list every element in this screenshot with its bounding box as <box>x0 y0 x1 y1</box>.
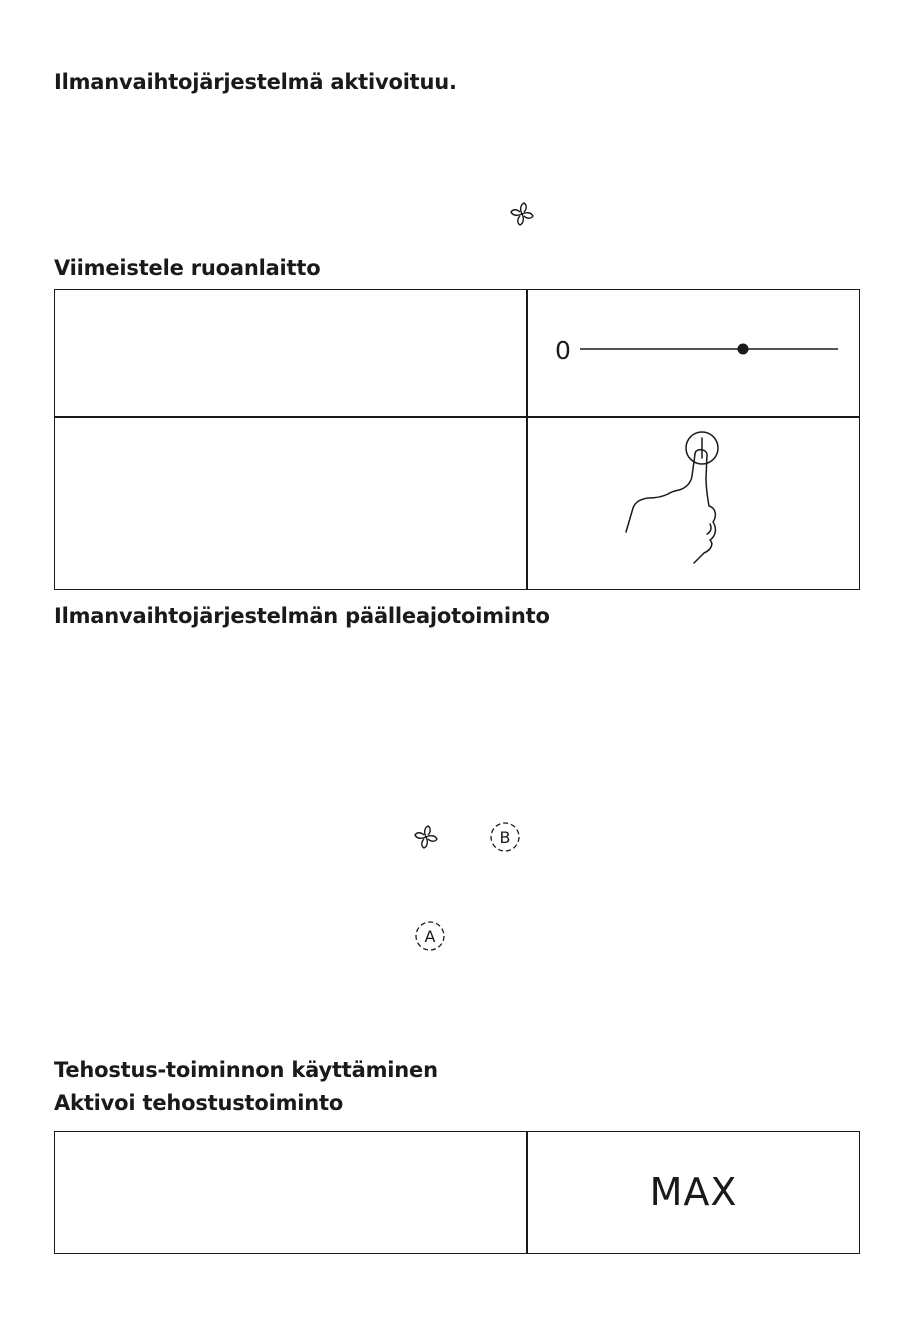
max-label: MAX <box>649 1170 738 1214</box>
mode-b-icon <box>488 820 522 854</box>
boost-table <box>54 1131 860 1254</box>
fan-icon <box>411 823 441 851</box>
instruction-cell <box>55 418 526 589</box>
slider-illustration-cell <box>528 290 859 416</box>
finish-cooking-table <box>54 289 860 590</box>
instruction-cell <box>55 290 526 416</box>
heading-ventilation-activates: Ilmanvaihtojärjestelmä aktivoituu. <box>54 70 457 94</box>
fan-icon <box>507 200 537 228</box>
slider-zero-label: 0 <box>555 336 571 365</box>
finger-touch-icon <box>624 428 754 578</box>
heading-using-boost: Tehostus-toiminnon käyttäminen <box>54 1058 438 1082</box>
max-display-cell <box>528 1132 859 1252</box>
instruction-cell <box>55 1132 526 1252</box>
heading-ventilation-overrun: Ilmanvaihtojärjestelmän päälleajotoiminto <box>54 604 550 628</box>
slider-track-illustration <box>578 338 843 360</box>
heading-activate-boost: Aktivoi tehostustoiminto <box>54 1091 344 1115</box>
mode-a-letter: A <box>424 927 436 946</box>
heading-finish-cooking: Viimeistele ruoanlaitto <box>54 256 321 280</box>
mode-b-letter: B <box>499 828 511 847</box>
slider-knob <box>738 344 749 355</box>
touch-illustration-cell <box>528 418 859 589</box>
mode-a-icon <box>413 919 447 953</box>
